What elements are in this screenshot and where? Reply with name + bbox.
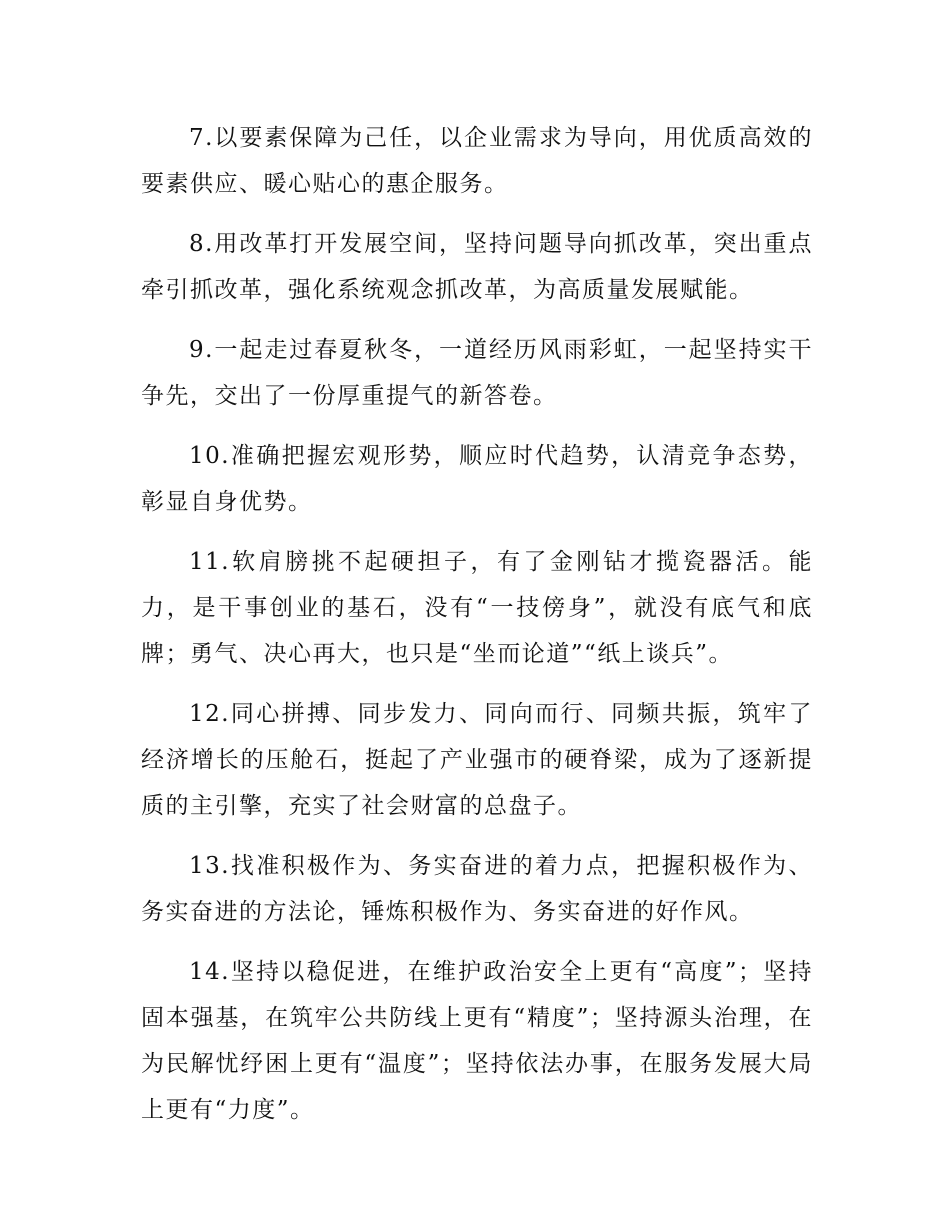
- paragraph-10: 10.准确把握宏观形势，顺应时代趋势，认清竞争态势，彰显自身优势。: [141, 443, 813, 515]
- paragraph-7: 7.以要素保障为己任，以企业需求为导向，用优质高效的要素供应、暖心贴心的惠企服务。: [141, 125, 813, 197]
- paragraph-11: 11.软肩膀挑不起硬担子，有了金刚钻才揽瓷器活。能力，是干事创业的基石，没有“一技傍身”，就没有底气和底牌；勇气、决心再大，也只是“坐而论道”“纸上谈兵”。: [141, 549, 813, 667]
- document-body: [141, 115, 813, 1147]
- paragraph-8: 8.用改革打开发展空间，坚持问题导向抓改革，突出重点牵引抓改革，强化系统观念抓改革，为高质量发展赋能。: [141, 231, 813, 303]
- paragraph-13: 13.找准积极作为、务实奋进的着力点，把握积极作为、务实奋进的方法论，锤炼积极作为、务实奋进的好作风。: [141, 853, 813, 925]
- paragraph-9: 9.一起走过春夏秋冬，一道经历风雨彩虹，一起坚持实干争先，交出了一份厚重提气的新答卷。: [141, 337, 813, 409]
- paragraph-14: 14.坚持以稳促进，在维护政治安全上更有“高度”；坚持固本强基，在筑牢公共防线上更有“精度”；坚持源头治理，在为民解忧纾困上更有“温度”；坚持依法办事，在服务发展大局上更有“力度”。: [141, 959, 813, 1123]
- paragraph-12: 12.同心拼搏、同步发力、同向而行、同频共振，筑牢了经济增长的压舱石，挺起了产业强市的硬脊梁，成为了逐新提质的主引擎，充实了社会财富的总盘子。: [141, 701, 813, 819]
